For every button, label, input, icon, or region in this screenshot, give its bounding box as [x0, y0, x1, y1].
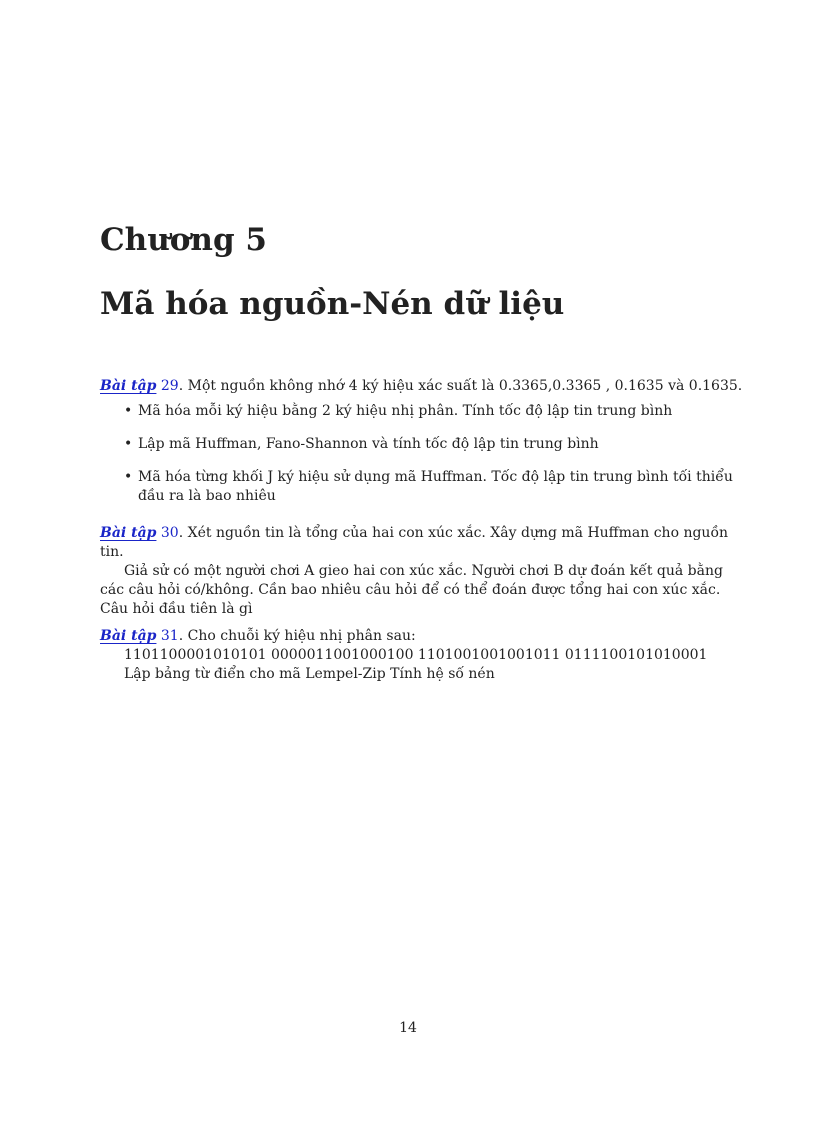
chapter-label: Chương 5	[100, 222, 268, 258]
bullet-item	[124, 468, 744, 506]
exercise-label[interactable]: Bài tập	[100, 378, 157, 394]
bullet-text: Mã hóa mỗi ký hiệu bằng 2 ký hiệu nhị phân. Tính tốc độ lập tin trung bình	[138, 403, 673, 419]
bullet-icon: •	[124, 436, 133, 452]
bullet-icon: •	[124, 403, 133, 419]
exercise-30-paragraph: Giả sử có một người chơi A gieo hai con xúc xắc. Người chơi B dự đoán kết quả bằng các câu hỏi có/không. Cần bao nhiêu câu hỏi để có thể đoán được tổng hai con xúc xắc. Câu hỏi đầu tiên là gì	[100, 563, 723, 617]
exercise-30	[100, 524, 744, 562]
bullet-icon: •	[124, 469, 133, 485]
page-content	[100, 377, 744, 684]
bullet-text: Lập mã Huffman, Fano-Shannon và tính tốc độ lập tin trung bình	[138, 436, 599, 452]
exercise-label[interactable]: Bài tập	[100, 628, 157, 644]
page-number: 14	[399, 1020, 417, 1036]
exercise-text: . Cho chuỗi ký hiệu nhị phân sau:	[178, 628, 416, 644]
bullet-item	[124, 402, 744, 421]
bullet-text: Mã hóa từng khối J ký hiệu sử dụng mã Huffman. Tốc độ lập tin trung bình tối thiểu đầu ra là bao nhiêu	[138, 469, 733, 504]
bullet-item	[124, 435, 744, 454]
exercise-label[interactable]: Bài tập	[100, 525, 157, 541]
exercise-text: . Xét nguồn tin là tổng của hai con xúc xắc. Xây dựng mã Huffman cho nguồn tin.	[100, 525, 729, 560]
exercise-31	[100, 627, 744, 646]
chapter-title: Mã hóa nguồn-Nén dữ liệu	[100, 286, 565, 322]
exercise-29	[100, 377, 744, 396]
exercise-31-task: Lập bảng từ điển cho mã Lempel-Zip Tính hệ số nén	[124, 666, 495, 682]
exercise-29-bullets	[100, 402, 744, 506]
exercise-number: 31	[160, 628, 179, 644]
exercise-number: 30	[160, 525, 179, 541]
exercise-number: 29	[160, 378, 179, 394]
exercise-text: . Một nguồn không nhớ 4 ký hiệu xác suất là 0.3365,0.3365 , 0.1635 và 0.1635.	[178, 378, 743, 394]
binary-sequence: 1101100001010101 0000011001000100 1101001001001011 0111100101010001	[124, 647, 708, 663]
